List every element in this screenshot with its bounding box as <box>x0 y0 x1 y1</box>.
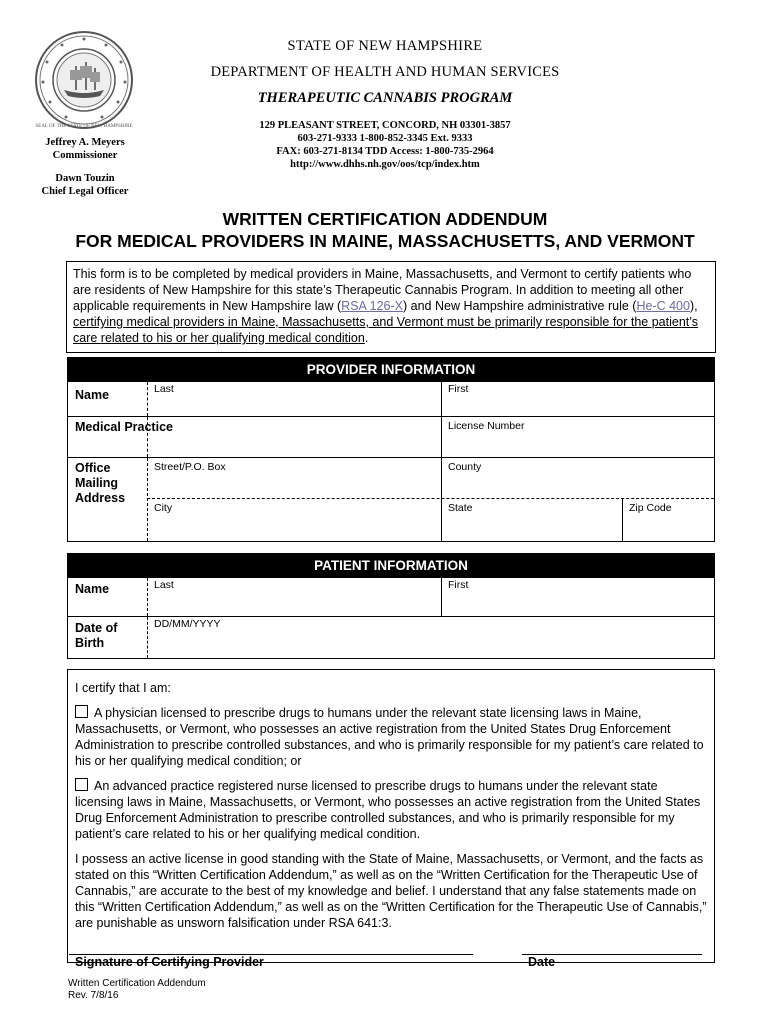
patient-section <box>67 553 715 659</box>
rsa-link[interactable]: RSA 126-X <box>341 299 404 313</box>
zip-code-field[interactable]: Zip Code <box>629 502 672 514</box>
medical-practice-label: Medical Practice <box>75 420 173 434</box>
rule-link[interactable]: He-C 400 <box>636 299 690 313</box>
patient-name-label: Name <box>75 582 110 596</box>
license-number-field[interactable]: License Number <box>448 420 525 432</box>
fax-line: FAX: 603-271-8134 TDD Access: 1-800-735-2964 <box>276 146 494 157</box>
aprn-checkbox[interactable] <box>75 778 88 791</box>
seal-text: SEAL OF THE STATE OF NEW HAMPSHIRE <box>35 124 133 129</box>
legal-officer-title: Chief Legal Officer <box>41 186 129 197</box>
certification-statement: I possess an active license in good standing with the State of Maine, Massachusetts, or Vermont, and the facts as stated on this “Written Certification Addendum,” as well as on the “Written Certification for the Therapeutic Use of Cannabis,” are accurate to the best of my knowledge and belief. I understand that any false statements made on this “Written Certification Addendum,” as well as on the “Written Certification for the Therapeutic Use of Cannabis,” are punishable as unsworn falsification under RSA 641:3. <box>75 852 707 930</box>
provider-first-name-field[interactable]: First <box>448 383 469 395</box>
dob-field[interactable]: DD/MM/YYYY <box>154 618 221 630</box>
physician-checkbox[interactable] <box>75 705 88 718</box>
medical-practice-row <box>68 416 714 457</box>
street-field[interactable]: Street/P.O. Box <box>154 461 226 473</box>
provider-name-label: Name <box>75 388 110 402</box>
certification-box <box>67 669 715 963</box>
form-title <box>20 208 750 252</box>
office-address-row <box>68 457 714 541</box>
patient-dob-row <box>68 616 714 658</box>
website-line: http://www.dhhs.nh.gov/oos/tcp/index.htm <box>290 159 480 170</box>
program-name: THERAPEUTIC CANNABIS PROGRAM <box>257 90 513 106</box>
form-title-line2: FOR MEDICAL PROVIDERS IN MAINE, MASSACHUSETTS, AND VERMONT <box>75 231 695 251</box>
footer-revision: Rev. 7/8/16 <box>68 990 119 1001</box>
address-line: 129 PLEASANT STREET, CONCORD, NH 03301-3857 <box>259 120 511 131</box>
patient-heading: PATIENT INFORMATION <box>68 554 714 578</box>
footer-form-name: Written Certification Addendum <box>68 978 206 989</box>
patient-name-row <box>68 578 714 616</box>
commissioner-name: Jeffrey A. Meyers <box>45 137 125 148</box>
intro-requirement: certifying medical providers in Maine, Massachusetts, and Vermont must be primarily responsible for the patient’s care related to his or her qualifying medical condition <box>73 315 699 345</box>
state-field[interactable]: State <box>448 502 473 514</box>
intro-text: ), <box>689 299 698 313</box>
dob-label: Date of Birth <box>75 621 118 650</box>
state-seal <box>34 30 134 130</box>
office-address-label: Office Mailing Address <box>75 461 126 505</box>
footer <box>68 978 206 1002</box>
phone-line: 603-271-9333 1-800-852-3345 Ext. 9333 <box>297 133 473 144</box>
provider-name-row <box>68 382 714 416</box>
legal-officer-name: Dawn Touzin <box>55 173 115 184</box>
state-name: STATE OF NEW HAMPSHIRE <box>287 38 483 54</box>
intro-box <box>66 261 716 353</box>
patient-first-name-field[interactable]: First <box>448 579 469 591</box>
form-title-line1: WRITTEN CERTIFICATION ADDENDUM <box>222 209 548 229</box>
physician-option <box>75 705 707 769</box>
agency-address <box>160 119 610 171</box>
legal-officer-block <box>20 172 150 198</box>
county-field[interactable]: County <box>448 461 482 473</box>
certify-lead: I certify that I am: <box>75 681 171 695</box>
city-field[interactable]: City <box>154 502 173 514</box>
aprn-option-text: An advanced practice registered nurse licensed to prescribe drugs to humans under the relevant state licensing laws in Maine, Massachusetts, or Vermont, who possesses an active registration from the United States Drug Enforcement Administration to prescribe controlled substances, and who is primarily responsible for my patient’s care related to his or her qualifying medical condition. <box>75 779 701 841</box>
intro-text: ) and New Hampshire administrative rule ( <box>403 299 637 313</box>
intro-text: . <box>364 331 369 345</box>
provider-section <box>67 357 715 542</box>
patient-last-name-field[interactable]: Last <box>154 579 174 591</box>
intro-text: This form is to be completed by medical providers in Maine, Massachusetts, and Vermont to certify patients who are residents of New Hampshire for this state’s Therapeutic Cannabis Program. In addition to meeting all other applicable requirements in New Hampshire law ( <box>73 267 692 313</box>
provider-last-name-field[interactable]: Last <box>154 383 174 395</box>
date-label: Date <box>528 955 556 969</box>
department-name: DEPARTMENT OF HEALTH AND HUMAN SERVICES <box>210 64 560 80</box>
provider-heading: PROVIDER INFORMATION <box>68 358 714 382</box>
commissioner-title: Commissioner <box>52 150 118 161</box>
signature-label: Signature of Certifying Provider <box>75 955 264 969</box>
medical-practice-field[interactable] <box>154 418 434 454</box>
physician-option-text: A physician licensed to prescribe drugs to humans under the relevant state licensing laws in Maine, Massachusetts, or Vermont, who possesses an active registration from the United States Drug Enforcement Administration to prescribe controlled substances, and who is primarily responsible for my patient’s care related to his or her qualifying medical condition; or <box>75 706 704 768</box>
aprn-option <box>75 778 707 842</box>
commissioner-block <box>20 136 150 162</box>
